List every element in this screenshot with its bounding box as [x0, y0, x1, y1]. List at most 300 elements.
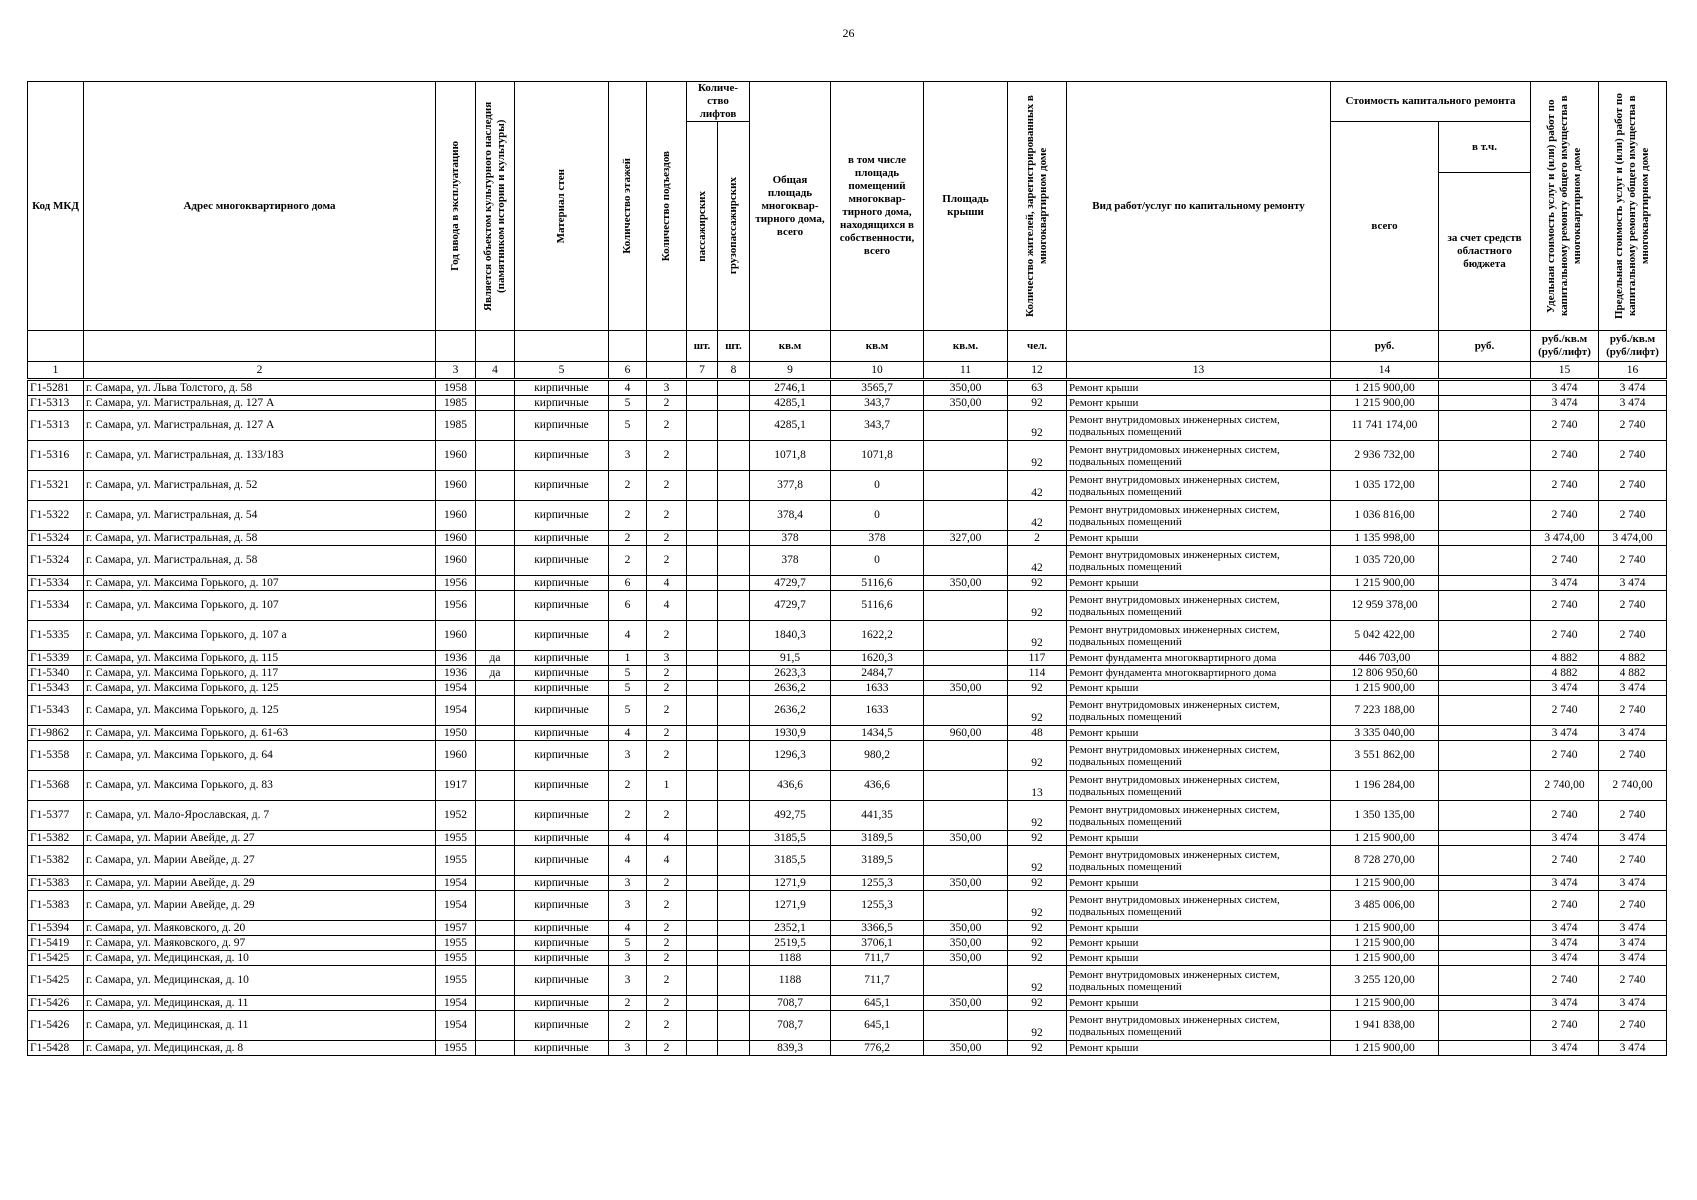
cell-max-cost: 3 474 — [1599, 936, 1667, 951]
column-number: 6 — [609, 362, 647, 380]
cell-work-type: Ремонт внутридомовых инженерных систем, подвальных помещений — [1067, 891, 1331, 921]
table-row — [28, 891, 1667, 921]
cell-floors: 4 — [609, 831, 647, 846]
cell-work-type: Ремонт внутридомовых инженерных систем, подвальных помещений — [1067, 501, 1331, 531]
cell-owned-area: 5116,6 — [831, 591, 924, 621]
cell-address: г. Самара, ул. Максима Горького, д. 125 — [84, 681, 436, 696]
cell-residents: 2 — [1008, 531, 1067, 546]
cell-year: 1960 — [436, 621, 476, 651]
column-number: 12 — [1008, 362, 1067, 380]
cell-address: г. Самара, ул. Магистральная, д. 52 — [84, 471, 436, 501]
cell-heritage — [476, 831, 515, 846]
cell-residents: 92 — [1008, 966, 1067, 996]
cell-owned-area: 3706,1 — [831, 936, 924, 951]
column-number — [1439, 362, 1531, 380]
cell-total-area: 4285,1 — [750, 411, 831, 441]
cell-lifts-cargo — [718, 771, 750, 801]
cell-lifts-pass — [687, 501, 718, 531]
cell-year: 1954 — [436, 681, 476, 696]
cell-kod: Г1-5281 — [28, 380, 84, 396]
cell-work-type: Ремонт внутридомовых инженерных систем, подвальных помещений — [1067, 546, 1331, 576]
cell-work-type: Ремонт внутридомовых инженерных систем, подвальных помещений — [1067, 966, 1331, 996]
header-total-area: Общая площадь многоквар-тирного дома, всего — [750, 82, 831, 331]
cell-heritage — [476, 996, 515, 1011]
cell-cost-total: 3 551 862,00 — [1331, 741, 1439, 771]
table-row — [28, 696, 1667, 726]
cell-cost-regional — [1439, 951, 1531, 966]
cell-roof-area: 960,00 — [924, 726, 1008, 741]
cell-heritage — [476, 846, 515, 876]
cell-wall: кирпичные — [515, 531, 609, 546]
table-row — [28, 741, 1667, 771]
cell-total-area: 2519,5 — [750, 936, 831, 951]
cell-owned-area: 1255,3 — [831, 876, 924, 891]
cell-cost-total: 1 215 900,00 — [1331, 831, 1439, 846]
cell-max-cost: 3 474 — [1599, 396, 1667, 411]
cell-wall: кирпичные — [515, 846, 609, 876]
table-row — [28, 846, 1667, 876]
cell-max-cost: 2 740 — [1599, 966, 1667, 996]
cell-total-area: 1271,9 — [750, 876, 831, 891]
cell-floors: 2 — [609, 471, 647, 501]
cell-cost-total: 3 255 120,00 — [1331, 966, 1439, 996]
cell-unit-cost: 3 474 — [1531, 831, 1599, 846]
cell-owned-area: 378 — [831, 531, 924, 546]
table-row — [28, 396, 1667, 411]
cell-cost-total: 8 728 270,00 — [1331, 846, 1439, 876]
cell-owned-area: 3189,5 — [831, 846, 924, 876]
cell-roof-area — [924, 771, 1008, 801]
table-body — [28, 380, 1667, 1056]
cell-max-cost: 3 474 — [1599, 876, 1667, 891]
table-row — [28, 621, 1667, 651]
cell-roof-area — [924, 846, 1008, 876]
cell-address: г. Самара, ул. Максима Горького, д. 117 — [84, 666, 436, 681]
cell-lifts-pass — [687, 846, 718, 876]
cell-roof-area — [924, 966, 1008, 996]
cell-owned-area: 441,35 — [831, 801, 924, 831]
cell-year: 1960 — [436, 531, 476, 546]
cell-address: г. Самара, ул. Льва Толстого, д. 58 — [84, 380, 436, 396]
cell-lifts-pass — [687, 876, 718, 891]
cell-cost-regional — [1439, 501, 1531, 531]
cell-lifts-pass — [687, 996, 718, 1011]
cell-work-type: Ремонт внутридомовых инженерных систем, подвальных помещений — [1067, 741, 1331, 771]
cell-unit-cost: 3 474 — [1531, 876, 1599, 891]
cell-kod: Г1-9862 — [28, 726, 84, 741]
cell-lifts-cargo — [718, 651, 750, 666]
table-row — [28, 591, 1667, 621]
cell-wall: кирпичные — [515, 831, 609, 846]
cell-roof-area — [924, 1011, 1008, 1041]
cell-roof-area: 350,00 — [924, 396, 1008, 411]
cell-cost-total: 3 335 040,00 — [1331, 726, 1439, 741]
table-row — [28, 966, 1667, 996]
column-number: 10 — [831, 362, 924, 380]
cell-residents: 92 — [1008, 801, 1067, 831]
cell-max-cost: 3 474 — [1599, 726, 1667, 741]
cell-heritage — [476, 501, 515, 531]
cell-lifts-cargo — [718, 576, 750, 591]
cell-year: 1952 — [436, 801, 476, 831]
cell-kod: Г1-5339 — [28, 651, 84, 666]
table-row — [28, 471, 1667, 501]
cell-lifts-pass — [687, 801, 718, 831]
cell-address: г. Самара, ул. Магистральная, д. 133/183 — [84, 441, 436, 471]
cell-address: г. Самара, ул. Марии Авейде, д. 29 — [84, 876, 436, 891]
cell-lifts-pass — [687, 666, 718, 681]
cell-heritage — [476, 546, 515, 576]
cell-cost-regional — [1439, 471, 1531, 501]
cell-cost-regional — [1439, 996, 1531, 1011]
cell-lifts-pass — [687, 396, 718, 411]
cell-lifts-pass — [687, 951, 718, 966]
header-cost-regional: за счет средств областного бюджета — [1439, 173, 1531, 331]
cell-cost-regional — [1439, 651, 1531, 666]
table-row — [28, 831, 1667, 846]
cell-kod: Г1-5419 — [28, 936, 84, 951]
cell-wall: кирпичные — [515, 801, 609, 831]
cell-entrances: 2 — [647, 546, 687, 576]
cell-owned-area: 0 — [831, 501, 924, 531]
cell-owned-area: 645,1 — [831, 1011, 924, 1041]
cell-cost-regional — [1439, 936, 1531, 951]
cell-kod: Г1-5425 — [28, 951, 84, 966]
cell-floors: 4 — [609, 726, 647, 741]
column-number: 16 — [1599, 362, 1667, 380]
table-row — [28, 441, 1667, 471]
cell-year: 1960 — [436, 501, 476, 531]
cell-lifts-cargo — [718, 1041, 750, 1056]
cell-lifts-cargo — [718, 936, 750, 951]
table-row — [28, 876, 1667, 891]
cell-roof-area — [924, 666, 1008, 681]
cell-lifts-cargo — [718, 696, 750, 726]
cell-max-cost: 3 474 — [1599, 681, 1667, 696]
cell-max-cost: 4 882 — [1599, 666, 1667, 681]
cell-lifts-cargo — [718, 380, 750, 396]
cell-lifts-pass — [687, 441, 718, 471]
cell-total-area: 378 — [750, 531, 831, 546]
cell-wall: кирпичные — [515, 546, 609, 576]
repair-table-wrapper — [27, 81, 1667, 1056]
unit-unit-cost: руб./кв.м (руб/лифт) — [1531, 331, 1599, 362]
header-address: Адрес многоквартирного дома — [84, 82, 436, 331]
cell-cost-regional — [1439, 771, 1531, 801]
cell-lifts-pass — [687, 546, 718, 576]
cell-lifts-cargo — [718, 531, 750, 546]
cell-cost-total: 5 042 422,00 — [1331, 621, 1439, 651]
cell-work-type: Ремонт внутридомовых инженерных систем, подвальных помещений — [1067, 471, 1331, 501]
cell-entrances: 2 — [647, 891, 687, 921]
cell-unit-cost: 3 474 — [1531, 396, 1599, 411]
cell-cost-total: 1 035 172,00 — [1331, 471, 1439, 501]
cell-year: 1955 — [436, 846, 476, 876]
cell-lifts-pass — [687, 411, 718, 441]
cell-kod: Г1-5322 — [28, 501, 84, 531]
cell-entrances: 4 — [647, 846, 687, 876]
cell-entrances: 4 — [647, 591, 687, 621]
cell-cost-total: 3 485 006,00 — [1331, 891, 1439, 921]
cell-heritage — [476, 411, 515, 441]
cell-entrances: 4 — [647, 831, 687, 846]
cell-lifts-pass — [687, 696, 718, 726]
cell-residents: 117 — [1008, 651, 1067, 666]
cell-work-type: Ремонт фундамента многоквартирного дома — [1067, 666, 1331, 681]
cell-roof-area: 350,00 — [924, 921, 1008, 936]
cell-kod: Г1-5343 — [28, 696, 84, 726]
cell-lifts-cargo — [718, 831, 750, 846]
cell-roof-area — [924, 621, 1008, 651]
cell-cost-regional — [1439, 846, 1531, 876]
cell-max-cost: 3 474 — [1599, 921, 1667, 936]
table-row — [28, 531, 1667, 546]
cell-work-type: Ремонт крыши — [1067, 726, 1331, 741]
header-roof-area: Площадь крыши — [924, 82, 1008, 331]
cell-wall: кирпичные — [515, 921, 609, 936]
cell-total-area: 2352,1 — [750, 921, 831, 936]
cell-lifts-cargo — [718, 921, 750, 936]
cell-total-area: 708,7 — [750, 1011, 831, 1041]
cell-residents: 92 — [1008, 411, 1067, 441]
cell-wall: кирпичные — [515, 441, 609, 471]
cell-work-type: Ремонт крыши — [1067, 876, 1331, 891]
cell-lifts-pass — [687, 531, 718, 546]
cell-entrances: 2 — [647, 531, 687, 546]
cell-lifts-cargo — [718, 501, 750, 531]
cell-work-type: Ремонт крыши — [1067, 831, 1331, 846]
cell-total-area: 378 — [750, 546, 831, 576]
cell-max-cost: 2 740 — [1599, 891, 1667, 921]
cell-residents: 92 — [1008, 876, 1067, 891]
cell-address: г. Самара, ул. Максима Горького, д. 107 а — [84, 621, 436, 651]
cell-heritage — [476, 1041, 515, 1056]
cell-year: 1955 — [436, 951, 476, 966]
cell-owned-area: 436,6 — [831, 771, 924, 801]
cell-floors: 4 — [609, 846, 647, 876]
cell-cost-regional — [1439, 1011, 1531, 1041]
cell-heritage — [476, 681, 515, 696]
cell-cost-regional — [1439, 666, 1531, 681]
unit-lifts-pass: шт. — [687, 331, 718, 362]
cell-address: г. Самара, ул. Максима Горького, д. 125 — [84, 696, 436, 726]
cell-work-type: Ремонт внутридомовых инженерных систем, подвальных помещений — [1067, 441, 1331, 471]
header-heritage: Является объектом культурного наследия (памятником истории и культуры) — [476, 82, 515, 331]
cell-lifts-cargo — [718, 1011, 750, 1041]
header-floors: Количество этажей — [609, 82, 647, 331]
cell-heritage — [476, 471, 515, 501]
cell-residents: 92 — [1008, 936, 1067, 951]
cell-total-area: 1188 — [750, 966, 831, 996]
cell-address: г. Самара, ул. Магистральная, д. 58 — [84, 531, 436, 546]
cell-unit-cost: 2 740 — [1531, 741, 1599, 771]
cell-total-area: 2636,2 — [750, 681, 831, 696]
column-number: 14 — [1331, 362, 1439, 380]
cell-cost-total: 1 941 838,00 — [1331, 1011, 1439, 1041]
cell-year: 1955 — [436, 1041, 476, 1056]
cell-address: г. Самара, ул. Медицинская, д. 11 — [84, 996, 436, 1011]
cell-owned-area: 0 — [831, 546, 924, 576]
cell-cost-regional — [1439, 380, 1531, 396]
cell-owned-area: 1622,2 — [831, 621, 924, 651]
column-number: 1 — [28, 362, 84, 380]
cell-owned-area: 645,1 — [831, 996, 924, 1011]
cell-cost-regional — [1439, 831, 1531, 846]
cell-cost-total: 2 936 732,00 — [1331, 441, 1439, 471]
unit-cost-regional: руб. — [1439, 331, 1531, 362]
cell-owned-area: 1255,3 — [831, 891, 924, 921]
cell-wall: кирпичные — [515, 681, 609, 696]
cell-cost-total: 1 215 900,00 — [1331, 396, 1439, 411]
cell-wall: кирпичные — [515, 1041, 609, 1056]
cell-entrances: 1 — [647, 771, 687, 801]
cell-lifts-pass — [687, 771, 718, 801]
cell-owned-area: 3366,5 — [831, 921, 924, 936]
cell-year: 1956 — [436, 591, 476, 621]
cell-owned-area: 3189,5 — [831, 831, 924, 846]
cell-max-cost: 3 474 — [1599, 576, 1667, 591]
cell-residents: 92 — [1008, 441, 1067, 471]
cell-heritage — [476, 591, 515, 621]
cell-floors: 3 — [609, 966, 647, 996]
cell-cost-total: 11 741 174,00 — [1331, 411, 1439, 441]
cell-address: г. Самара, ул. Медицинская, д. 11 — [84, 1011, 436, 1041]
cell-entrances: 2 — [647, 621, 687, 651]
cell-residents: 92 — [1008, 831, 1067, 846]
header-owned-area: в том числе площадь помещений многоквар-тирного дома, находящихся в собственности, всего — [831, 82, 924, 331]
cell-residents: 92 — [1008, 696, 1067, 726]
cell-year: 1985 — [436, 411, 476, 441]
cell-lifts-cargo — [718, 666, 750, 681]
cell-floors: 1 — [609, 651, 647, 666]
cell-max-cost: 2 740 — [1599, 846, 1667, 876]
cell-residents: 63 — [1008, 380, 1067, 396]
cell-unit-cost: 2 740 — [1531, 411, 1599, 441]
cell-floors: 3 — [609, 891, 647, 921]
cell-max-cost: 2 740 — [1599, 621, 1667, 651]
cell-lifts-pass — [687, 576, 718, 591]
cell-residents: 42 — [1008, 501, 1067, 531]
cell-cost-total: 1 215 900,00 — [1331, 936, 1439, 951]
cell-total-area: 1840,3 — [750, 621, 831, 651]
cell-work-type: Ремонт крыши — [1067, 576, 1331, 591]
cell-cost-regional — [1439, 876, 1531, 891]
cell-work-type: Ремонт крыши — [1067, 380, 1331, 396]
cell-unit-cost: 3 474 — [1531, 681, 1599, 696]
cell-cost-total: 1 036 816,00 — [1331, 501, 1439, 531]
cell-floors: 4 — [609, 380, 647, 396]
cell-cost-total: 1 035 720,00 — [1331, 546, 1439, 576]
cell-cost-regional — [1439, 726, 1531, 741]
column-number: 15 — [1531, 362, 1599, 380]
cell-kod: Г1-5324 — [28, 546, 84, 576]
cell-lifts-pass — [687, 471, 718, 501]
cell-wall: кирпичные — [515, 666, 609, 681]
cell-entrances: 2 — [647, 801, 687, 831]
cell-floors: 2 — [609, 996, 647, 1011]
cell-owned-area: 1620,3 — [831, 651, 924, 666]
cell-kod: Г1-5428 — [28, 1041, 84, 1056]
cell-cost-regional — [1439, 966, 1531, 996]
cell-heritage: да — [476, 666, 515, 681]
cell-residents: 92 — [1008, 846, 1067, 876]
cell-year: 1950 — [436, 726, 476, 741]
table-row — [28, 576, 1667, 591]
cell-roof-area — [924, 801, 1008, 831]
cell-owned-area: 5116,6 — [831, 576, 924, 591]
cell-work-type: Ремонт крыши — [1067, 681, 1331, 696]
cell-unit-cost: 3 474 — [1531, 951, 1599, 966]
header-entrances: Количество подъездов — [647, 82, 687, 331]
cell-year: 1917 — [436, 771, 476, 801]
cell-wall: кирпичные — [515, 741, 609, 771]
cell-residents: 92 — [1008, 681, 1067, 696]
cell-unit-cost: 3 474 — [1531, 996, 1599, 1011]
cell-entrances: 2 — [647, 951, 687, 966]
cell-wall: кирпичные — [515, 951, 609, 966]
cell-lifts-cargo — [718, 681, 750, 696]
cell-floors: 3 — [609, 876, 647, 891]
cell-wall: кирпичные — [515, 651, 609, 666]
cell-kod: Г1-5426 — [28, 1011, 84, 1041]
cell-lifts-pass — [687, 726, 718, 741]
cell-unit-cost: 3 474 — [1531, 380, 1599, 396]
page-number: 26 — [842, 26, 855, 40]
cell-floors: 5 — [609, 681, 647, 696]
cell-lifts-pass — [687, 621, 718, 651]
column-number: 9 — [750, 362, 831, 380]
cell-work-type: Ремонт фундамента многоквартирного дома — [1067, 651, 1331, 666]
cell-roof-area: 350,00 — [924, 996, 1008, 1011]
cell-address: г. Самара, ул. Мало-Ярославская, д. 7 — [84, 801, 436, 831]
cell-heritage: да — [476, 651, 515, 666]
cell-floors: 5 — [609, 666, 647, 681]
column-number — [647, 362, 687, 380]
cell-cost-total: 1 215 900,00 — [1331, 576, 1439, 591]
cell-cost-total: 1 135 998,00 — [1331, 531, 1439, 546]
cell-total-area: 1930,9 — [750, 726, 831, 741]
cell-heritage — [476, 966, 515, 996]
cell-total-area: 91,5 — [750, 651, 831, 666]
cell-floors: 3 — [609, 1041, 647, 1056]
cell-owned-area: 1633 — [831, 681, 924, 696]
cell-residents: 92 — [1008, 921, 1067, 936]
unit-roof-area: кв.м. — [924, 331, 1008, 362]
table-row — [28, 1011, 1667, 1041]
cell-residents: 92 — [1008, 891, 1067, 921]
cell-lifts-pass — [687, 681, 718, 696]
cell-work-type: Ремонт внутридомовых инженерных систем, подвальных помещений — [1067, 621, 1331, 651]
cell-entrances: 2 — [647, 1041, 687, 1056]
cell-max-cost: 3 474 — [1599, 1041, 1667, 1056]
cell-owned-area: 343,7 — [831, 396, 924, 411]
cell-year: 1958 — [436, 380, 476, 396]
cell-unit-cost: 4 882 — [1531, 651, 1599, 666]
cell-lifts-pass — [687, 831, 718, 846]
cell-floors: 4 — [609, 621, 647, 651]
cell-cost-regional — [1439, 1041, 1531, 1056]
cell-wall: кирпичные — [515, 621, 609, 651]
cell-heritage — [476, 726, 515, 741]
cell-total-area: 4285,1 — [750, 396, 831, 411]
cell-work-type: Ремонт крыши — [1067, 531, 1331, 546]
cell-max-cost: 2 740 — [1599, 696, 1667, 726]
column-number-row — [28, 362, 1667, 380]
cell-entrances: 2 — [647, 966, 687, 996]
cell-work-type: Ремонт крыши — [1067, 1041, 1331, 1056]
cell-entrances: 2 — [647, 471, 687, 501]
cell-lifts-pass — [687, 591, 718, 621]
